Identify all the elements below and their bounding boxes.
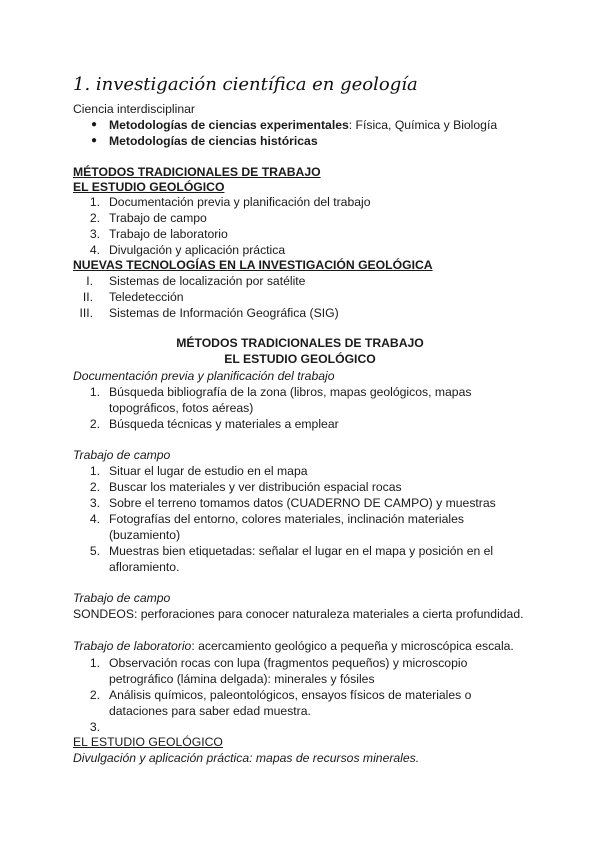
list-item: Trabajo de campo xyxy=(109,211,207,225)
section2-heading: NUEVAS TECNOLOGÍAS EN LA INVESTIGACIÓN GEOLÓGICA xyxy=(73,258,433,272)
section3-heading-2: EL ESTUDIO GEOLÓGICO xyxy=(224,352,376,366)
list-item: Sistemas de localización por satélite xyxy=(109,274,306,288)
list-number: 1. xyxy=(89,385,100,399)
list-item: Sobre el terreno tomamos datos (CUADERNO DE CAMPO) y muestras xyxy=(109,496,496,510)
footer-text: Divulgación y aplicación práctica: mapas de recursos minerales. xyxy=(73,751,420,765)
list-number: II. xyxy=(82,290,93,304)
list-number: 2. xyxy=(89,211,100,225)
list-number: 1. xyxy=(89,656,100,670)
list-item: Buscar los materiales y ver distribución espacial rocas xyxy=(109,480,402,494)
section1-subheading: EL ESTUDIO GEOLÓGICO xyxy=(73,180,225,194)
list-item: Muestras bien etiquetadas: señalar el lugar en el mapa y posición en el xyxy=(109,544,494,558)
list-number: III. xyxy=(79,306,93,320)
list-number: 2. xyxy=(89,417,100,431)
list-number: 1. xyxy=(89,195,100,209)
doc-heading: Documentación previa y planificación del trabajo xyxy=(73,369,335,383)
lab-heading: Trabajo de laboratorio: acercamiento geológico a pequeña y microscópica escala. xyxy=(73,639,514,653)
list-number: 4. xyxy=(89,512,100,526)
list-number: 3. xyxy=(89,496,100,510)
list-item: Documentación previa y planificación del trabajo xyxy=(109,195,371,209)
list-item: Trabajo de laboratorio xyxy=(109,227,228,241)
list-item-continuation: afloramiento. xyxy=(109,560,180,574)
list-item: Divulgación y aplicación práctica xyxy=(109,243,286,257)
list-item: Teledetección xyxy=(109,290,184,304)
list-item-continuation: topográficos, fotos aéreas) xyxy=(109,401,254,415)
list-number: 5. xyxy=(89,544,100,558)
list-item-continuation: (buzamiento) xyxy=(109,528,181,542)
page-title: 1. investigación científica en geología xyxy=(73,74,418,95)
intro-bullet-2: Metodologías de ciencias históricas xyxy=(109,134,318,148)
list-item: Fotografías del entorno, colores materiales, inclinación materiales xyxy=(109,512,464,526)
section1-heading: MÉTODOS TRADICIONALES DE TRABAJO xyxy=(73,165,321,179)
list-number: 3. xyxy=(89,227,100,241)
footer-heading: EL ESTUDIO GEOLÓGICO xyxy=(73,735,223,749)
intro-text: Ciencia interdisciplinar xyxy=(73,102,195,116)
list-item: Situar el lugar de estudio en el mapa xyxy=(109,464,308,478)
list-number: 2. xyxy=(89,480,100,494)
list-number: 1. xyxy=(89,464,100,478)
list-item-continuation: dataciones para saber edad muestra. xyxy=(109,704,311,718)
list-item: Observación rocas con lupa (fragmentos pequeños) y microscopio xyxy=(109,656,468,670)
list-number: I. xyxy=(86,274,93,288)
campo2-text: SONDEOS: perforaciones para conocer naturaleza materiales a cierta profundidad. xyxy=(73,607,524,621)
list-number: 2. xyxy=(89,688,100,702)
list-number: 3. xyxy=(89,720,100,734)
list-item: Búsqueda bibliografía de la zona (libros, mapas geológicos, mapas xyxy=(109,385,472,399)
list-item: Búsqueda técnicas y materiales a emplear xyxy=(109,417,339,431)
list-number: 4. xyxy=(89,243,100,257)
list-item-continuation: petrográfico (lámina delgada): minerales y fósiles xyxy=(109,672,375,686)
section3-heading-1: MÉTODOS TRADICIONALES DE TRABAJO xyxy=(176,336,424,350)
bullet-icon: ● xyxy=(91,135,98,146)
list-item: Análisis químicos, paleontológicos, ensayos físicos de materiales o xyxy=(109,688,472,702)
intro-bullet-1: Metodologías de ciencias experimentales: Física, Química y Biología xyxy=(109,118,498,132)
list-item: Sistemas de Información Geográfica (SIG) xyxy=(109,306,339,320)
campo2-heading: Trabajo de campo xyxy=(73,591,171,605)
bullet-icon: ● xyxy=(91,119,98,130)
campo-heading: Trabajo de campo xyxy=(73,448,171,462)
